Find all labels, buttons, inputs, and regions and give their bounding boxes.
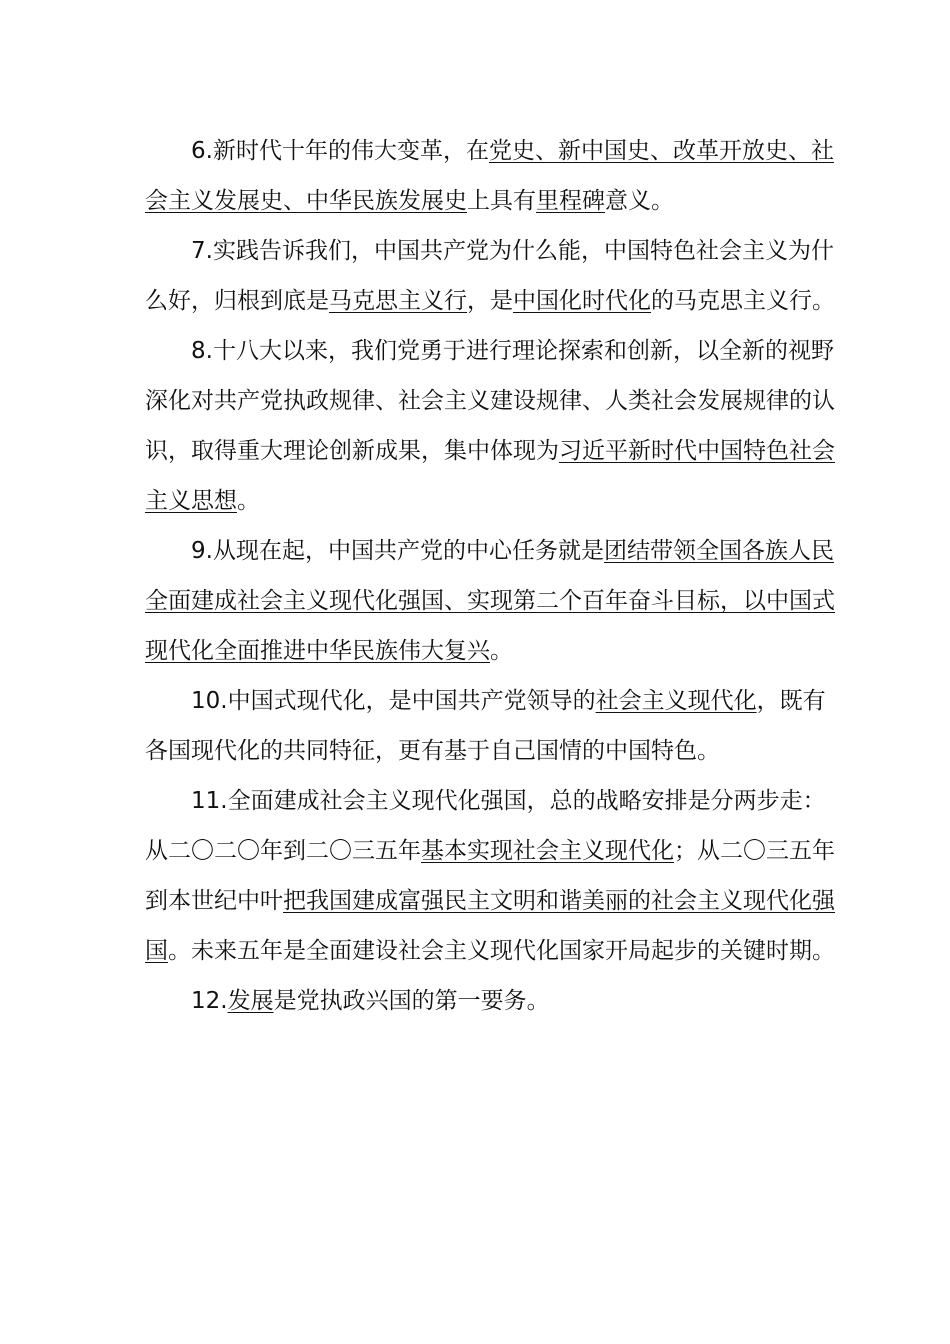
paragraph-text: ，是 — [467, 288, 513, 314]
paragraph-4 — [145, 526, 835, 676]
underlined-answer: 把我国建成富强民主文明和谐美丽的社会主义现代化强国 — [145, 888, 835, 964]
underlined-answer: 习近平新时代中国特色社会主义思想 — [145, 438, 835, 514]
underlined-answer: 中国化时代化 — [513, 288, 651, 314]
underlined-answer: 里程碑 — [536, 188, 605, 214]
paragraph-5 — [145, 676, 835, 776]
paragraph-text: ，既有各国现代化的共同特征，更有基于自己国情的中国特色。 — [145, 688, 826, 764]
document-body — [145, 126, 835, 1026]
paragraph-text: 是党执政兴国的第一要务。 — [273, 988, 550, 1014]
paragraph-text: 的马克思主义行。 — [651, 288, 835, 314]
paragraph-text: 7.实践告诉我们，中国共产党为什么能，中国特色社会主义为什么好，归根到底是 — [145, 238, 834, 314]
paragraph-text: 8.十八大以来，我们党勇于进行理论探索和创新，以全新的视野深化对共产党执政规律、社会主义建设规律、人类社会发展规律的认识，取得重大理论创新成果，集中体现为 — [145, 338, 835, 464]
underlined-answer: 社会主义现代化 — [595, 688, 757, 714]
paragraph-1 — [145, 126, 835, 226]
paragraph-3 — [145, 326, 835, 526]
paragraph-text: 。未来五年是全面建设社会主义现代化国家开局起步的关键时期。 — [168, 938, 835, 964]
paragraph-text: 。 — [490, 638, 513, 664]
underlined-answer: 基本实现社会主义现代化 — [421, 838, 674, 864]
paragraph-2 — [145, 226, 835, 326]
paragraph-text: 9.从现在起，中国共产党的中心任务就是 — [191, 538, 604, 564]
underlined-answer: 党史、新中国史、改革开放史、社会主义发展史、中华民族发展史 — [145, 138, 834, 214]
underlined-answer: 团结带领全国各族人民全面建成社会主义现代化强国、实现第二个百年奋斗目标，以中国式现代化全面推进中华民族伟大复兴 — [145, 538, 835, 664]
paragraph-text: 6.新时代十年的伟大变革，在 — [191, 138, 489, 164]
paragraph-text: ；从二〇三五年到本世纪中叶 — [145, 838, 835, 914]
paragraph-text: 11.全面建成社会主义现代化强国，总的战略安排是分两步走：从二〇二〇年到二〇三五年 — [145, 788, 826, 864]
underlined-answer: 马克思主义行 — [329, 288, 467, 314]
paragraph-7 — [145, 976, 835, 1026]
paragraph-text: 10.中国式现代化，是中国共产党领导的 — [191, 688, 596, 714]
paragraph-6 — [145, 776, 835, 976]
paragraph-text: 。 — [237, 488, 260, 514]
paragraph-text: 意义。 — [605, 188, 674, 214]
paragraph-text: 上具有 — [467, 188, 536, 214]
underlined-answer: 发展 — [227, 988, 274, 1014]
paragraph-text: 12. — [191, 988, 228, 1014]
